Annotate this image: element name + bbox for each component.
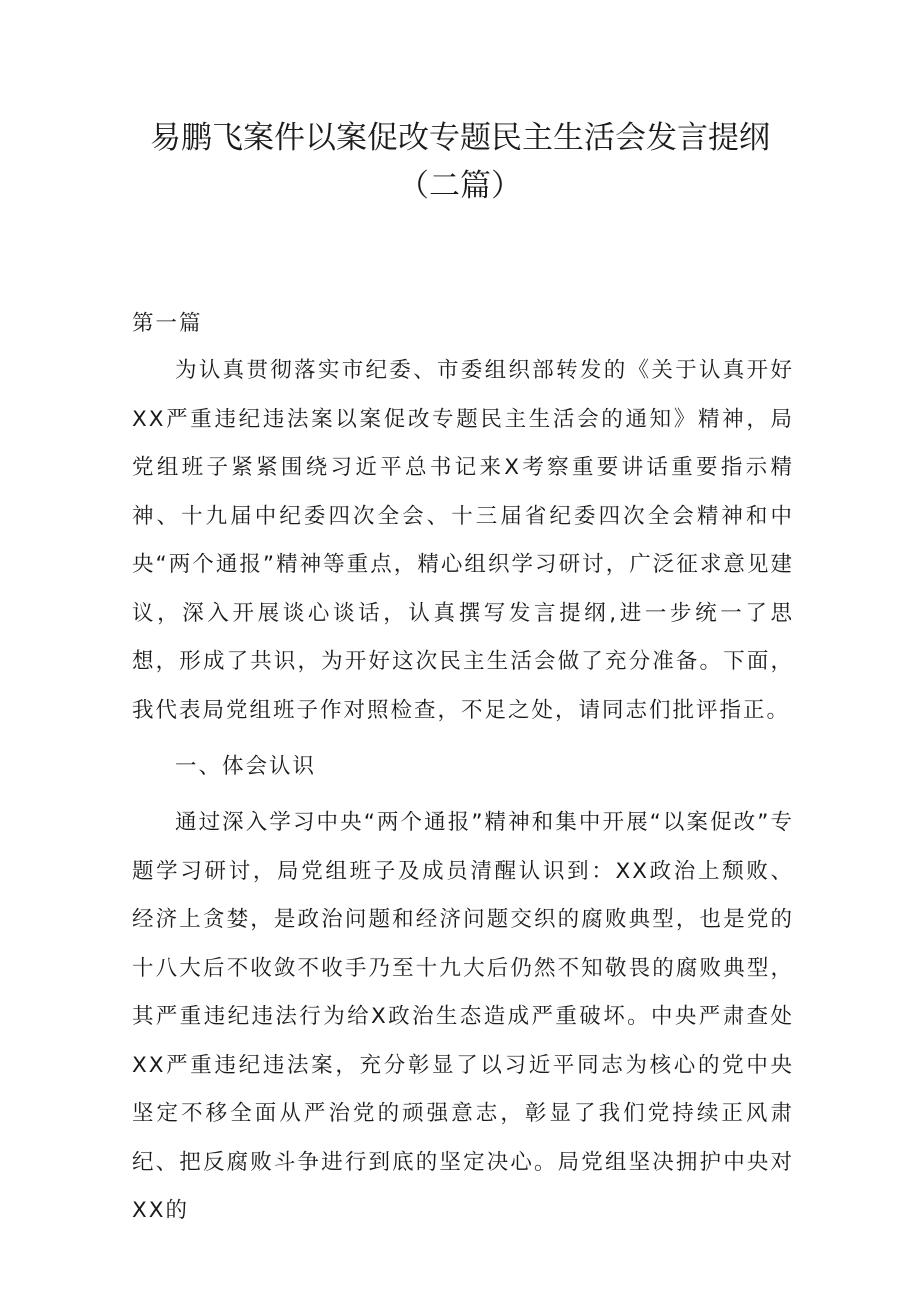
section-heading: 一、体会认识: [175, 754, 317, 779]
section-label: 第一篇: [132, 311, 203, 336]
document-subtitle: （二篇）: [398, 168, 522, 204]
document-title: 易鹏飞案件以案促改专题民主生活会发言提纲: [150, 120, 770, 156]
paragraph-body: 通过深入学习中央“两个通报”精神和集中开展“以案促改”专题学习研讨，局党组班子及成员清醒认识到：XX政治上颓败、经济上贪婪，是政治问题和经济问题交织的腐败典型，也是党的十八大后不收敛不收手乃至十九大后仍然不知敬畏的腐败典型，其严重违纪违法行为给X政治生态造成严重破坏。中央严肃查处XX严重违纪违法案，充分彰显了以习近平同志为核心的党中央坚定不移全面从严治党的顽强意志，彰显了我们党持续正风肃纪、把反腐败斗争进行到底的坚定决心。局党组坚决拥护中央对XX的: [132, 810, 794, 1223]
paragraph-intro: 为认真贯彻落实市纪委、市委组织部转发的《关于认真开好XX严重违纪违法案以案促改专题民主生活会的通知》精神，局党组班子紧紧围绕习近平总书记来X考察重要讲话重要指示精神、十九届中纪委四次全会、十三届省纪委四次全会精神和中央“两个通报”精神等重点，精心组织学习研讨，广泛征求意见建议，深入开展谈心谈话，认真撰写发言提纲,进一步统一了思想，形成了共识，为开好这次民主生活会做了充分准备。下面，我代表局党组班子作对照检查，不足之处，请同志们批评指正。: [132, 358, 794, 723]
